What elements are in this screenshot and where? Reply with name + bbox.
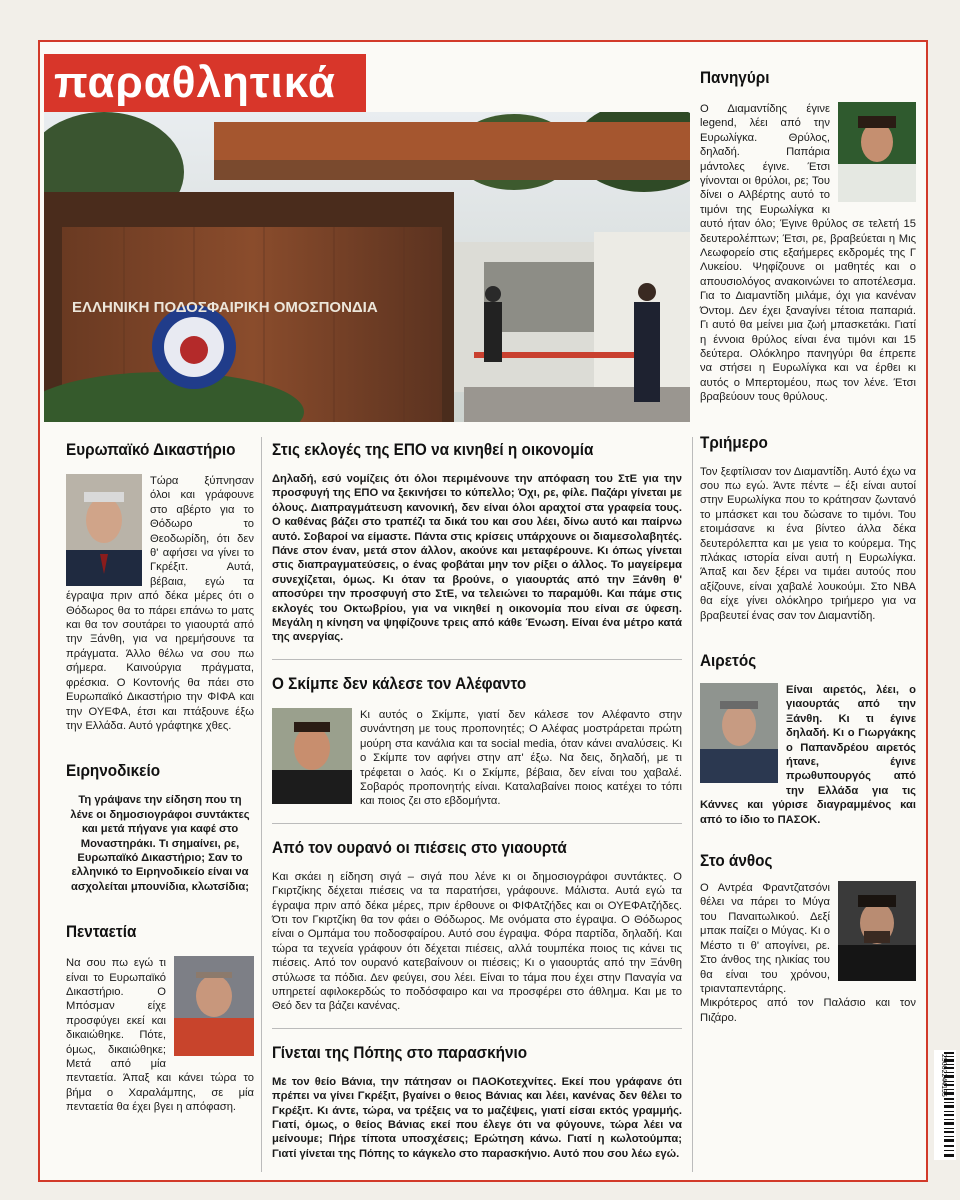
- article-title-dikastirio: Ευρωπαϊκό Δικαστήριο: [66, 440, 236, 459]
- article-title-piesis: Από τον ουρανό οι πιέσεις στο γιαουρτά: [272, 837, 567, 857]
- article-text-pentaetia: Να σου πω εγώ τι είναι το Ευρωπαϊκό Δικαστήριο. Ο Μπόσμαν είχε προσφύγει εκεί και δικαιώθηκε. Πότε, όμως, δικαιώθηκε; Μετά από μία πενταετία. Άπαξ και κάνει τώρα το βήμα ο Χαραλάμπης, σε μία πενταετία θα έχει βγει η απόφαση.: [66, 957, 254, 1114]
- article-title-popis: Γίνεται της Πόπης στο παρασκήνιο: [272, 1042, 528, 1062]
- article-divider: [272, 659, 682, 660]
- frantzatsoni-portrait: [838, 881, 916, 981]
- article-text-ekloges: Δηλαδή, εσύ νομίζεις ότι όλοι περιμένουνε την απόφαση του ΣτΕ για την προσφυγή της ΕΠΟ να ξεκινήσει το κύπελλο; Όχι, ρε, φίλε. Παζάρι γίνεται με όλους. Διαπραγμάτευση κανονική, δεν είναι όλοι αραχτοί στα γραφεία τους. Ο καθένας βάζει στο τραπέζι τα δικά του και σου λέει, δίνω αυτό και παίρνω αυτό. Σοβαροί να είμαστε. Πάντα στις κρίσεις υπάρχουνε οι διαμεσολαβητές. Πάνε στον έναν, μετά στον άλλον, ακούνε και μεταφέρουνε. Κι όπως γίνεται στις διαπραγματεύσεις, ο ένας φοβάται μην τον ρίξει ο άλλος. Το μαγείρεμα συνεχίζεται, όμως. Κι όταν τα βρούνε, ο γιαουρτάς από την Ξάνθη θ' αποσύρει την προσφυγή στο ΣτΕ, να τελειώνει το παραμύθι. Και πάμε στις εκλογές του Οκτωβρίου, για να νικηθεί η οικονομία που είναι σε ύφεση. Μεγάλη η κίνηση να ψηφίζουνε τρεις από κάθε Ένωση. Είναι ένα μέτρο κατά της ανεργίας.: [272, 473, 682, 644]
- article-title-airetos: Αιρετός: [700, 651, 757, 670]
- giorgakis-portrait: [700, 683, 778, 783]
- article-text-dikastirio: Τώρα ξύπνησαν όλοι και γράφουνε στο αβέρτο για το Θόδωρο το Θεοδωρίδη, ότι δεν θ' αφήσει να γίνει το Γκρέξιτ. Αυτά, βέβαια, εγώ τα έγραψα πριν από δέκα μέρες ότι ο Θόδωρος θα το πάρει επάνω το ματς και θα τον σουτάρει το γιαουρτά από την Ξάνθη, για να ηρεμήσουνε τα πράγματα. Άλλο θέλω να σου πω σήμερα. Καινούργια πράγματα, φρέσκια. Ο Κοντονής θα πάει στο Ευρωπαϊκό Δικαστήριο την ΦΙΦΑ και την ΟΥΕΦΑ, έτσι και πτάξουνε έξω την Ελλάδα. Αυτό γράφτηκε χθες.: [66, 475, 254, 732]
- section-masthead: παραθλητικά: [44, 54, 366, 112]
- article-divider: [272, 823, 682, 824]
- newspaper-page: [38, 40, 928, 1182]
- article-text-panigyri: Ο Διαμαντίδης έγινε legend, λέει από την Ευρωλίγκα. Θρύλος, δηλαδή. Παπάρια μάντολες έγινε. Έτσι γίνονται οι θρύλοι, ρε; Του δίνει ο Αλβέρτης αυτό το τιμόνι της Ευρωλίγκα κι αυτό ήταν όλο; Έγινε θρύλος σε τελετή 15 δευτερολέπτων; Έτσι, ρε, βραβεύεται η Μις Λεωφορείο στις εξαήμερες εκδρομές της Γ Λυκείου. Ψηφίζουνε οι μαθητές και ο απουσιολόγος ανακοινώνει το αποτέλεσμα. Για το Διαμαντίδη μιλάμε, όχι για κανέναν Όντομ. Δεν έχει ξαναγίνει τέτοια παπαριά. Γι αυτό θα μείνει μια ζωή μπασκετάκι. Γιατί η έννοια θρύλος είναι ένα τιμόνι και 15 δεύτερα. Ολόκληρο πανηγύρι θα έπρεπε να στήσει η Ευρωλίγκα και να έρθει κι αυτός ο Μπερτομέου, πως τον λένε. Έτσι βραβεύουν τους θρύλους.: [700, 103, 916, 404]
- federation-sign: ΕΛΛΗΝΙΚΗ ΠΟΔΟΣΦΑΙΡΙΚΗ ΟΜΟΣΠΟΝΔΙΑ: [72, 299, 378, 316]
- column-divider-left: [261, 437, 262, 1172]
- article-title-ekloges: Στις εκλογές της ΕΠΟ να κινηθεί η οικονομία: [272, 440, 594, 459]
- article-text-skimpe: Κι αυτός ο Σκίμπε, γιατί δεν κάλεσε τον Αλέφαντο στην συνάντηση με τους προπονητές; Ο Αλέφας μοστράρεται πρώτη μούρη στα κανάλια και τα social media, όταν κάνει αναλύσεις. Κι ο Σκίμπε τον αφήνει στην απ' έξω. Να δεις, δηλαδή, με τι τρέφεται ο λαός. Κι ο Σκίμπε, βέβαια, δεν είναι του χαβαλέ. Σοβαρός προπονητής είναι. Καταλαβαίνει ποιος κατέχει το τόπι και ποιος ζει στο εβδομήντα.: [360, 708, 682, 808]
- article-title-skimpe: Ο Σκίμπε δεν κάλεσε τον Αλέφαντο: [272, 673, 527, 693]
- hero-photo: [44, 112, 690, 422]
- article-title-anthos: Στο άνθος: [700, 851, 773, 871]
- article-text-trimero: Τον ξεφτίλισαν τον Διαμαντίδη. Αυτό έχω να σου πω εγώ. Άντε πέντε – έξι είναι αυτοί στην Ευρωλίγκα που το κράτησαν ζωντανό το μπάσκετ και του δώσανε το τιμόνι. Του ετοιμάσανε κι ένα βίντεο άλλα δέκα δευτερόλεπτα και με γεια το κούρεμα. Της πλάκας ιστορία είναι αυτή η Ευρωλίγκα. Άπαξ και δεν ξέρει να τιμάει αυτούς που αξίζουνε, είναι χαβαλέ λουκούμι. Στο NBA θα είχε γίνει ολόκληρο τριήμερο για να βραβευτεί ένας σαν τον Διαμαντίδη.: [700, 465, 916, 622]
- article-text-airetos: Είναι αιρετός, λέει, ο γιαουρτάς από την Ξάνθη. Κι τι έγινε δηλαδή. Κι ο Γιωργάκης ο Παπανδρέου αιρετός ήτανε, έγινε πρωθυπουργός από την Ελλάδα για τις Κάννες και γύρισε διαγραμμένος και από το ίδιο το ΠΑΣΟΚ.: [700, 684, 916, 826]
- article-divider: [272, 1028, 682, 1029]
- barcode-number: 25002244135: [940, 1054, 947, 1097]
- article-text-popis: Με τον θείο Βάνια, την πάτησαν οι ΠΑΟΚοτεχνίτες. Εκεί που γράφανε ότι πρέπει να γίνει Γκρέξιτ, βγαίνει ο θειος Βάνιας και λέει, κανένας δεν θέλει το Γκρέξιτ. Κι άντε, τώρα, να τρέξεις να το μαζέψεις, γιατί είσαι εκτός γραμμής. Γιατί, όμως, ο θείος Βάνιας εκεί που έλεγε ότι να φύγουνε, τώρα λέει να μείνουμε; Πήρε τίποτα υποσχέσεις; Ερώτηση κάνω. Γιατί η κωλοτούμπα; Γιατί γίνεται της Πόπης το κάγκελο στο παρασκήνιο. Αυτό που σου λέω εγώ.: [272, 1075, 682, 1160]
- barcode: [934, 1050, 956, 1160]
- article-text-eirinodikeio: Τη γράψανε την είδηση που τη λένε οι δημοσιογράφοι συντάκτες και μετά πήγανε για καφέ στο Μοναστηράκι. Τι σημαίνει, ρε, Ευρωπαϊκό Δικαστήριο; Σαν το ελληνικό το Ειρηνοδικείο είναι να ασχολείται μπουνίδια, κλωτσίδια;: [70, 794, 250, 893]
- column-divider-right: [692, 437, 693, 1172]
- article-title-pentaetia: Πενταετία: [66, 922, 137, 942]
- charalampis-portrait: [174, 956, 254, 1056]
- article-text-anthos: Ο Αντρέα Φραντζατσόνι θέλει να πάρει το Μύγα του Παναιτωλικού. Δεξί μπακ παίζει ο Μύγας. Κι ο Μέστο τι θ' απογίνει, ρε. Στο άνθος της ηλικίας του θα είναι του χρόνου, τριανταπεντάρης. Μικρότερος από τον Παλάσιο και τον Πιζάρο.: [700, 882, 916, 1024]
- center-column: [272, 440, 682, 1161]
- skimpe-portrait: [272, 708, 352, 804]
- diamantidis-portrait: [838, 102, 916, 202]
- right-column: [700, 68, 916, 1025]
- article-text-piesis: Και σκάει η είδηση σιγά – σιγά που λένε κι οι δημοσιογράφοι συντάκτες. Ο Γκιρτζίκης δέχεται πιέσεις να τα παρατήσει, γράφουνε. Μάλιστα. Αυτά εγώ τα έγραψα πριν από δέκα μέρες, πριν έρθουνε οι ΦΙΦΑτζήδες και οι ΟΥΕΦΑτζήδες. Ότι τον Γκιρτζίκη θα τον φάει ο Θόδωρος. Με ονόματα στο έγραψα. Ο Θόδωρος είναι ο Ομπάμα του ποδοσφαίρου. Αυτό σου έγραψα. Φόρα παρτίδα, δηλαδή. Και τώρα τα τεχνεία γράφουν ότι δέχεται πιέσεις, αλλά τουμπέκα ποιος τις κάνει τις πιέσεις. Από τον ουρανό κατεβαίνουν οι πιέσεις; Κι ο γιαουρτάς από την Ξάνθη στύλωσε τα πόδια. Δεν φεύγει, σου λέει. Είναι το τάμα που έχει στην Παναγία να υπηρετεί αφιλοκερδώς το ποδόσφαιρο και να προσφέρει στο άθλημα. Και με το Θεό δεν τα βάζει κανένας.: [272, 870, 682, 1013]
- article-title-eirinodikeio: Ειρηνοδικείο: [66, 761, 161, 781]
- left-column: [66, 440, 254, 1115]
- article-title-panigyri: Πανηγύρι: [700, 68, 770, 87]
- federation-building-photo: [44, 112, 690, 422]
- article-title-trimero: Τριήμερο: [700, 432, 768, 452]
- kontonis-portrait: [66, 474, 142, 586]
